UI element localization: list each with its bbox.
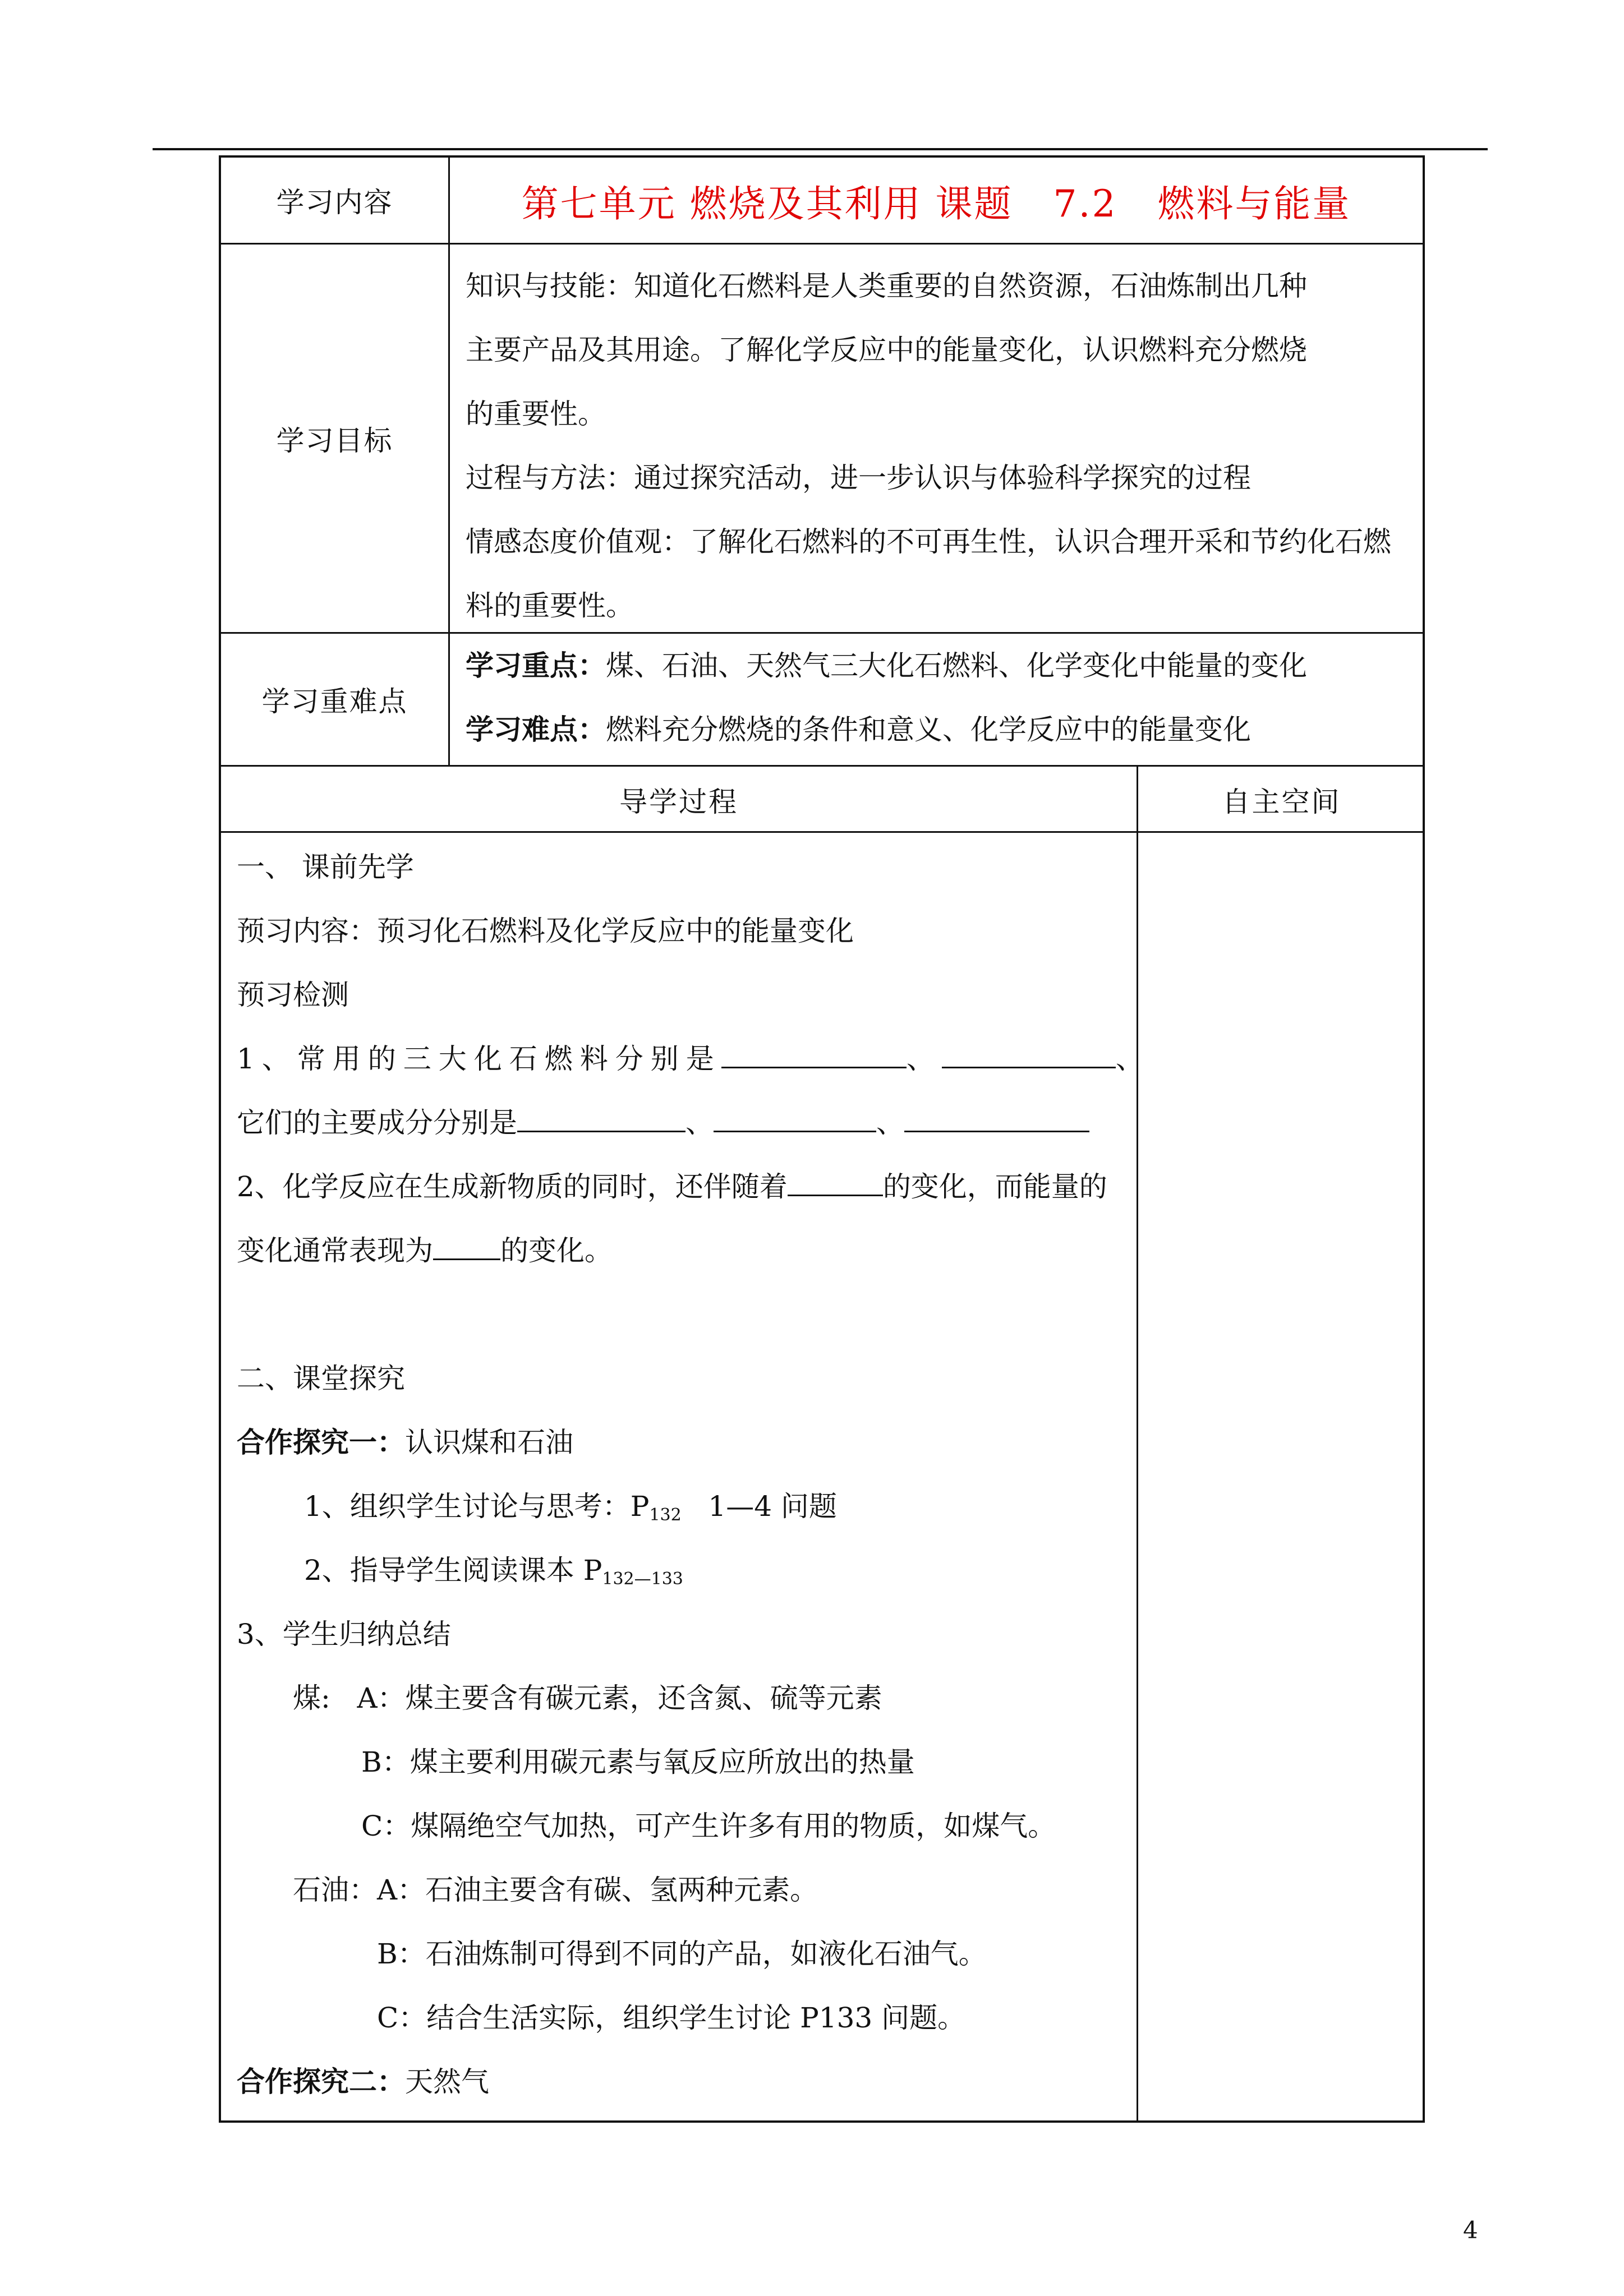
- separator: 、: [876, 1106, 904, 1139]
- step-3: 3、学生归纳总结: [237, 1618, 451, 1650]
- coal-b: B：煤主要利用碳元素与氧反应所放出的热量: [361, 1746, 915, 1778]
- goal-line: 过程与方法：通过探究活动，进一步认识与体验科学探究的过程: [466, 462, 1251, 494]
- focus-line: [466, 634, 1414, 698]
- answer-blank[interactable]: [721, 1035, 907, 1068]
- page-subscript: 132—133: [602, 1569, 683, 1589]
- coop-label: 合作探究一：: [237, 1426, 405, 1459]
- separator: 、: [906, 1043, 942, 1075]
- goal-line: 的重要性。: [466, 398, 606, 430]
- preview-check: 预习检测: [237, 979, 349, 1011]
- answer-blank[interactable]: [714, 1099, 876, 1132]
- section-title: 一、 课前先学: [237, 851, 414, 883]
- focus-label: 学习重点：: [466, 649, 606, 682]
- coal-c: C：煤隔绝空气加热，可产生许多有用的物质，如煤气。: [361, 1810, 1056, 1842]
- goal-line: 主要产品及其用途。了解化学反应中的能量变化，认识燃料充分燃烧: [466, 334, 1307, 366]
- goal-line: 情感态度价值观：了解化石燃料的不可再生性，认识合理开采和节约化石燃: [466, 525, 1391, 558]
- question-2-cont: [237, 1219, 1134, 1283]
- key-points: [466, 634, 1414, 762]
- question-1-cont: [237, 1091, 1134, 1155]
- preview-content: 预习内容：预习化石燃料及化学反应中的能量变化: [237, 915, 854, 947]
- coop-2: [237, 2050, 1134, 2114]
- key-points-label: 学习重难点: [261, 685, 408, 718]
- oil-a: 石油：A：石油主要含有碳、氢两种元素。: [293, 1874, 818, 1906]
- coop-text: 天然气: [405, 2066, 489, 2098]
- answer-blank[interactable]: [942, 1035, 1116, 1068]
- question-text: 的变化，而能量的: [882, 1170, 1107, 1203]
- answer-blank[interactable]: [433, 1227, 500, 1260]
- answer-blank[interactable]: [788, 1163, 883, 1196]
- goals-label: 学习目标: [276, 424, 393, 457]
- goals-text: [466, 254, 1414, 638]
- goal-line: 知识与技能：知道化石燃料是人类重要的自然资源，石油炼制出几种: [466, 270, 1307, 302]
- question-text: 变化通常表现为: [237, 1234, 433, 1267]
- step-text: 1、组织学生讨论与思考：P: [304, 1490, 650, 1523]
- oil-c: C：结合生活实际，组织学生讨论 P133 问题。: [377, 2002, 966, 2034]
- space-header: 自主空间: [1222, 786, 1341, 818]
- oil-b: B：石油炼制可得到不同的产品，如液化石油气。: [377, 1938, 987, 1970]
- goal-line: 料的重要性。: [466, 589, 634, 622]
- difficulty-text: 燃料充分燃烧的条件和意义、化学反应中的能量变化: [606, 713, 1251, 746]
- spacer: [237, 1283, 1134, 1347]
- difficulty-label: 学习难点：: [466, 713, 606, 746]
- coop-text: 认识煤和石油: [405, 1426, 573, 1459]
- page-subscript: 132: [649, 1505, 682, 1525]
- difficulty-line: [466, 698, 1414, 762]
- answer-blank[interactable]: [517, 1099, 686, 1132]
- step-2: [237, 1538, 1134, 1602]
- question-text: 的变化。: [500, 1234, 613, 1267]
- separator: 、: [1115, 1043, 1151, 1075]
- separator: 、: [686, 1106, 714, 1139]
- focus-text: 煤、石油、天然气三大化石燃料、化学变化中能量的变化: [606, 649, 1307, 682]
- question-1: [237, 1027, 1151, 1091]
- column-divider: [1137, 765, 1138, 2123]
- step-1: [237, 1474, 1134, 1538]
- content-label: 学习内容: [276, 186, 393, 219]
- column-divider: [448, 158, 450, 765]
- step-text: 1—4 问题: [681, 1490, 837, 1523]
- coop-1: [237, 1410, 1134, 1474]
- question-text: 它们的主要成分分别是: [237, 1106, 517, 1139]
- section-title: 二、课堂探究: [237, 1362, 405, 1395]
- coop-label: 合作探究二：: [237, 2065, 405, 2098]
- question-text: 2、化学反应在生成新物质的同时，还伴随着: [237, 1170, 788, 1203]
- step-text: 2、指导学生阅读课本 P: [304, 1554, 602, 1587]
- page-number: 4: [1463, 2216, 1478, 2244]
- question-text: 1、常用的三大化石燃料分别是: [237, 1043, 721, 1075]
- coal-a: 煤: A：煤主要含有碳元素，还含氮、硫等元素: [293, 1682, 882, 1714]
- question-2: [237, 1155, 1134, 1219]
- guide-body: [237, 835, 1151, 2114]
- answer-blank[interactable]: [904, 1099, 1089, 1132]
- lesson-table: [219, 155, 1425, 2123]
- lesson-title: 第七单元 燃烧及其利用 课题 7.2 燃料与能量: [521, 182, 1351, 225]
- guide-header: 导学过程: [619, 786, 738, 818]
- header-rule: [153, 148, 1488, 150]
